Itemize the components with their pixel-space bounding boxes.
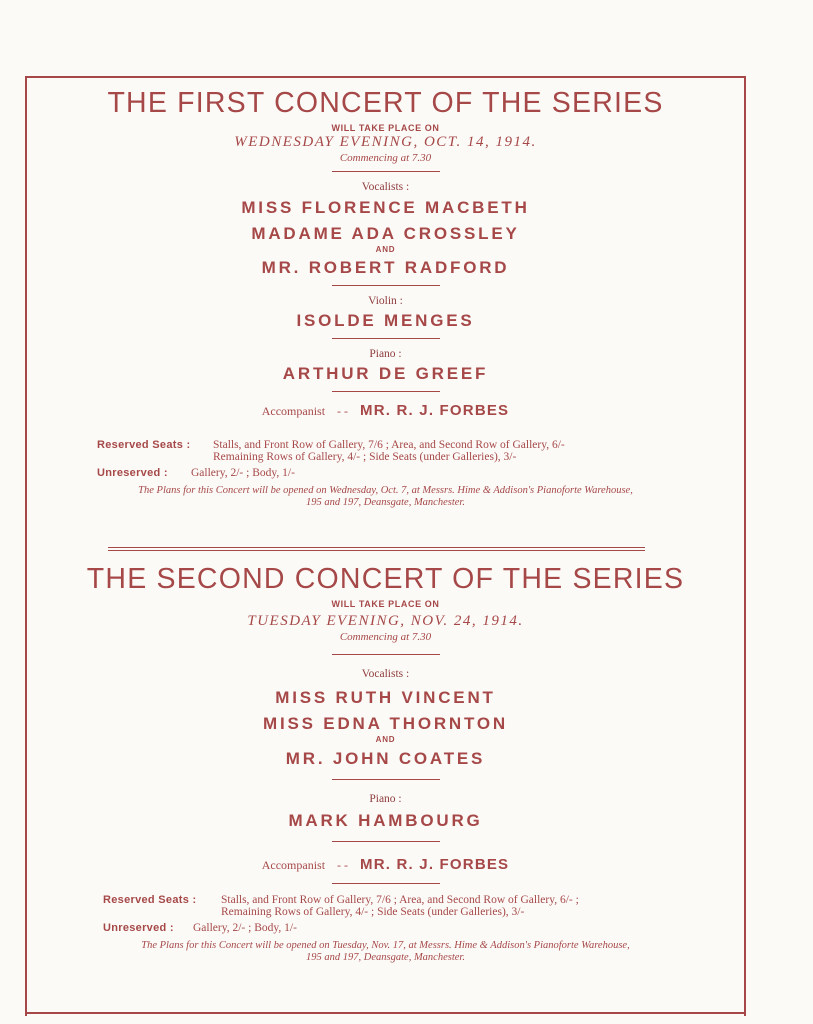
second-concert-date: TUESDAY EVENING, NOV. 24, 1914.	[247, 613, 524, 629]
divider	[332, 285, 440, 286]
second-vocalists-label: Vocalists :	[361, 668, 410, 680]
first-piano-label: Piano :	[369, 348, 402, 360]
first-accompanist-line	[27, 402, 744, 419]
unreserved-label: Unreserved :	[97, 467, 168, 479]
unreserved-label: Unreserved :	[103, 922, 174, 934]
second-and-word: AND	[375, 735, 396, 744]
accompanist-label: Accompanist	[261, 858, 326, 872]
first-vocalist-1: MISS FLORENCE MACBETH	[241, 198, 530, 217]
first-accompanist: MR. R. J. FORBES	[360, 402, 510, 419]
bottom-border	[25, 1012, 746, 1014]
first-seat-prices	[27, 439, 744, 479]
reserved-line-2: Remaining Rows of Gallery, 4/- ; Side Seats (under Galleries), 3/-	[213, 451, 517, 463]
divider	[332, 883, 440, 884]
reserved-line-1: Stalls, and Front Row of Gallery, 7/6 ; Area, and Second Row of Gallery, 6/-	[213, 439, 565, 451]
divider	[332, 654, 440, 655]
accompanist-dashes: - -	[337, 858, 349, 872]
first-vocalist-3: MR. ROBERT RADFORD	[261, 258, 510, 277]
accompanist-label: Accompanist	[261, 404, 326, 418]
first-concert-title: THE FIRST CONCERT OF THE SERIES	[107, 87, 664, 119]
divider	[332, 391, 440, 392]
second-piano-label: Piano :	[369, 793, 402, 805]
second-plans-line-2: 195 and 197, Deansgate, Manchester.	[306, 952, 465, 963]
reserved-line-2: Remaining Rows of Gallery, 4/- ; Side Seats (under Galleries), 3/-	[221, 906, 525, 918]
first-concert-date: WEDNESDAY EVENING, OCT. 14, 1914.	[234, 134, 537, 150]
second-vocalist-2: MISS EDNA THORNTON	[263, 714, 508, 733]
reserved-seats-label: Reserved Seats :	[103, 894, 197, 906]
unreserved-line: Gallery, 2/- ; Body, 1/-	[193, 922, 297, 934]
second-vocalist-1: MISS RUTH VINCENT	[275, 688, 496, 707]
second-takes-place: WILL TAKE PLACE ON	[331, 599, 440, 609]
second-concert-section	[27, 562, 744, 964]
first-commencing-time: Commencing at 7.30	[339, 152, 432, 164]
reserved-line-1: Stalls, and Front Row of Gallery, 7/6 ; Area, and Second Row of Gallery, 6/- ;	[221, 894, 579, 906]
second-concert-title: THE SECOND CONCERT OF THE SERIES	[86, 563, 685, 595]
second-commencing-time: Commencing at 7.30	[339, 631, 432, 643]
section-separator	[108, 547, 645, 553]
first-vocalist-2: MADAME ADA CROSSLEY	[251, 224, 520, 243]
divider	[332, 171, 440, 172]
second-seat-prices	[27, 894, 744, 934]
second-pianist: MARK HAMBOURG	[288, 811, 483, 830]
accompanist-dashes: - -	[337, 404, 349, 418]
first-plans-line-2: 195 and 197, Deansgate, Manchester.	[306, 497, 465, 508]
first-violin-label: Violin :	[368, 295, 403, 307]
divider	[332, 779, 440, 780]
divider	[332, 841, 440, 842]
reserved-seats-label: Reserved Seats :	[97, 439, 191, 451]
second-plans-line-1: The Plans for this Concert will be opened on Tuesday, Nov. 17, at Messrs. Hime & Addison's Pianoforte Warehouse,	[141, 940, 630, 951]
first-violinist: ISOLDE MENGES	[296, 311, 475, 330]
first-and-word: AND	[375, 245, 396, 254]
second-accompanist: MR. R. J. FORBES	[360, 856, 510, 873]
second-accompanist-line	[27, 856, 744, 873]
first-concert-section	[27, 86, 744, 509]
first-plans-line-1: The Plans for this Concert will be opened on Wednesday, Oct. 7, at Messrs. Hime & Addison's Pianoforte Warehouse,	[138, 485, 633, 496]
unreserved-line: Gallery, 2/- ; Body, 1/-	[191, 467, 295, 479]
first-pianist: ARTHUR DE GREEF	[282, 364, 489, 383]
divider	[332, 338, 440, 339]
first-takes-place: WILL TAKE PLACE ON	[331, 123, 440, 133]
first-vocalists-label: Vocalists :	[361, 181, 410, 193]
second-vocalist-3: MR. JOHN COATES	[285, 749, 486, 768]
